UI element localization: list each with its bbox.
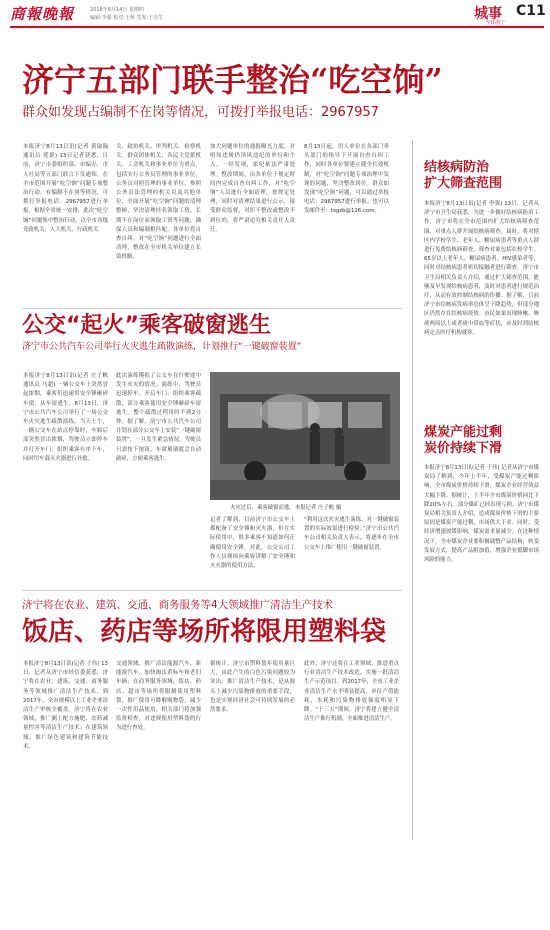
story2-top-rule	[22, 308, 402, 309]
sidebar2-body: 本报济宁8月13日讯(记者 于伟) 记者从济宁市煤炭局了解到，今年上半年，受煤炭产能过剩影响，全市煤炭价格持续下滑，煤炭企业经营效益大幅下降。据统计，上半年全市煤炭价格同比下降20%左右，部分煤矿已经出现亏损。济宁市煤炭局相关负责人介绍，造成煤炭价格下滑的主要原因是煤炭产能过剩，市场供大于求。同时，受经济增速放缓影响，煤炭需求量减少。在这种情况下，全市煤炭企业要积极调整产品结构，转变发展方式，提高产品附加值，增强企业抵御市场风险的能力。	[424, 465, 539, 564]
sidebar1-title-line1: 结核病防治	[424, 160, 490, 175]
story3-col-3: 据统计，济宁市塑料袋年使用量巨大，由此产生的白色污染问题较为突出。推广清洁生产技术，是从源头上减少污染物排放的重要手段，也是实现经济社会可持续发展的必然要求。	[210, 661, 295, 714]
story2-photo-caption: 火灾过后，乘客破窗而逃。本报记者 庄子帆 摄	[230, 505, 342, 511]
sidebar1-title-line2: 扩大筛查范围	[424, 176, 503, 191]
right-column-divider	[412, 140, 413, 840]
masthead-rule	[10, 26, 544, 28]
section-name: 城事	[474, 6, 502, 22]
section-subtitle: 今日南宁	[485, 20, 506, 26]
story2-photo	[210, 372, 400, 500]
story2-headline: 公交“起火”乘客破窗逃生	[22, 313, 271, 338]
sidebar2-title-line1: 煤炭产能过剩	[424, 425, 503, 440]
story3-kicker: 济宁将在农业、建筑、交通、商务服务等4大领域推广清洁生产技术	[22, 599, 334, 611]
story2-col-2: 此次演练模拟了公交车在行驶途中发生火灾的情况。演练中，驾驶员迅速停车、开启车门、组织乘客疏散，部分乘客使用安全锤砸碎车窗逃生。整个疏散过程用时不到2分钟。据了解，济宁市公共汽车公司计划在部分公交车上安装“一键破窗装置”，一旦发生紧急情况，驾驶员只需按下按钮，车窗玻璃就会自动破碎，方便乘客逃生。	[116, 373, 201, 462]
story2-col-3: 记者了解到，目前济宁市公交车上都配备了安全锤和灭火器，但在实际使用中，很多乘客不知道如何正确使用安全锤。对此，公交公司工作人员现场向乘客讲解了安全锤和灭火器的使用方法。	[210, 517, 295, 570]
masthead-meta-editors: 编辑:李强 校对:王辉 签发:王亮生	[90, 15, 164, 21]
masthead-meta-date: 2018年8月14日 星期四	[90, 7, 144, 13]
story3-col-4: 此外，济宁还将在工业领域，推进重点行业清洁生产技术改造，实施一批清洁生产示范项目。到2017年，全市工业企业清洁生产水平明显提高，单位产值能耗、水耗和污染物排放强度明显下降。“十三五”期间，济宁将建立健全清洁生产推行机制，全面推进清洁生产。	[304, 661, 399, 723]
story2-col-1: 本报济宁8月13日讯(记者 庄子帆 通讯员 马超) 一辆公交车上突然冒起浓烟，乘客们迅速用安全锤砸碎车窗，从车窗逃生。8月13日，济宁市公共汽车公司举行了一场公交车火灾逃生疏散演练。当天上午，一辆公交车在站点停靠时，车厢后部突然冒出浓烟，驾驶员立即停车并打开车门，组织乘客有序下车，同时用车载灭火器进行扑救。	[23, 373, 108, 462]
bus-fire-illustration	[210, 372, 400, 500]
page-number: C11	[516, 3, 546, 19]
story3-headline: 饭店、药店等场所将限用塑料袋	[22, 617, 387, 647]
masthead	[10, 3, 544, 25]
lead-col-1: 本报济宁8月13日讯(记者 黄瑜翰 通讯员 莲群) 13日记者获悉，日前，济宁市委组织部、市编办、市人社局等五部门联合下发通知，在全市范围开展“吃空饷”问题专项整治行动，有编制不在岗等情况，可拨打举报电话：2967957进行举报。根据全省统一安排，此次“吃空饷”问题集中整治行动，以全市各级党政机关、人大机关、行政机关	[23, 144, 108, 233]
lead-col-3: 加大问题单位的通报曝光力度，对明知违规仍顶风违纪的单位和个人，一经发现，依纪依法严肃处理。整改期间，由各单位于规定时间内完成自查自纠工作，对“吃空饷”人员进行全面清理，按规定处理，同时对清理结果进行公示，接受群众监督，对拒不整改或整改不到位的，将严肃追究相关责任人责任。	[210, 144, 295, 233]
sidebar2-title-line2: 炭价持续下滑	[424, 441, 503, 456]
lead-headline: 济宁五部门联手整治“吃空饷”	[22, 61, 443, 99]
story3-col-2: 交通领域，推广清洁能源汽车、新能源汽车，加快淘汰黄标车和老旧车辆；在商务服务领域，饭店、药店、超市等场所将限制使用塑料袋，推广使用可降解购物袋，减少一次性用品使用。相关部门将加强监督检查，对违规使用塑料袋的行为进行查处。	[116, 661, 201, 732]
lead-col-4: 8月13日起，用人单位在各部门牵头部门的指导下开展自查自纠工作，同时各单位要建立健全长效机制，对“吃空饷”问题专项治理中发现的问题，坚决整改到位。群众如发现“吃空饷”问题，可以通过举报电话：2967957进行举报，也可以发邮件至：tsgzb@126.com。	[304, 144, 389, 215]
sidebar1-body: 本报济宁8月13日讯(记者 李强) 13日，记者从济宁市卫生局获悉，为进一步做好结核病防治工作，济宁市将在全市范围内扩大结核病筛查范围，对重点人群开展结核病筛查。届时，将对辖区内学校学生、老年人、糖尿病患者等重点人群进行免费结核病筛查。筛查对象包括在校学生、65岁以上老年人、糖尿病患者、HIV感染者等，同时对结核病患者密切接触者进行筛查。济宁市卫生局相关负责人介绍，通过扩大筛查范围，能够及早发现结核病患者，及时对患者进行规范治疗，从而有效控制结核病的传播。据了解，目前济宁市结核病发病率总体呈下降趋势，但部分地区仍然存在结核病疫情。市民如果出现咳嗽、咳痰两周以上或者痰中带血等症状，应及时到结核病定点医疗机构就诊。	[424, 201, 539, 336]
lead-subheadline: 群众如发现占编制不在岗等情况，可拨打举报电话：2967957	[22, 105, 379, 120]
sidebar1-title	[424, 160, 539, 192]
story3-col-1: 本报济宁8月13日讯(记者 于伟) 13日，记者从济宁市经信委获悉，济宁将在农业、建筑、交通、商务服务等领域推广清洁生产技术。到2017年，全市规模以上工业企业清洁生产审核全覆盖。济宁将在农业领域，推广测土配方施肥、农药减量控害等清洁生产技术；在建筑领域，推广绿色建筑和建筑节能技术。	[23, 661, 108, 750]
story3-top-rule	[22, 590, 402, 591]
sidebar2-title	[424, 425, 539, 457]
newspaper-logo: 商報晚報	[10, 5, 75, 23]
story2-subheadline: 济宁市公共汽车公司举行火灾逃生疏散演练，计划推行“一键破窗装置”	[22, 342, 302, 352]
story2-col-4: “利用这次火灾逃生演练，对一键破窗装置的实际效果进行检验。”济宁市公共汽车公司相关负责人表示，将逐步在全市公交车上推广使用一键破窗装置。	[304, 517, 399, 551]
lead-col-2: 关、政协机关、审判机关、检察机关、群众团体机关、各民主党派机关、工会机关和事业单位为重点，包括实行公务员管理的事业单位，公务员对照管理的事业单位，参照公务员法管理的机关以及其他单位，全面开展“吃空饷”问题的清理整顿，坚决清理挂名领取工资、长期不在岗位而领取工资等问题，确保人员和编制相匹配。各单位将自查自纠，对“吃空饷”问题进行全面清理，整改在全市机关单位建立长效机制。	[116, 144, 201, 261]
